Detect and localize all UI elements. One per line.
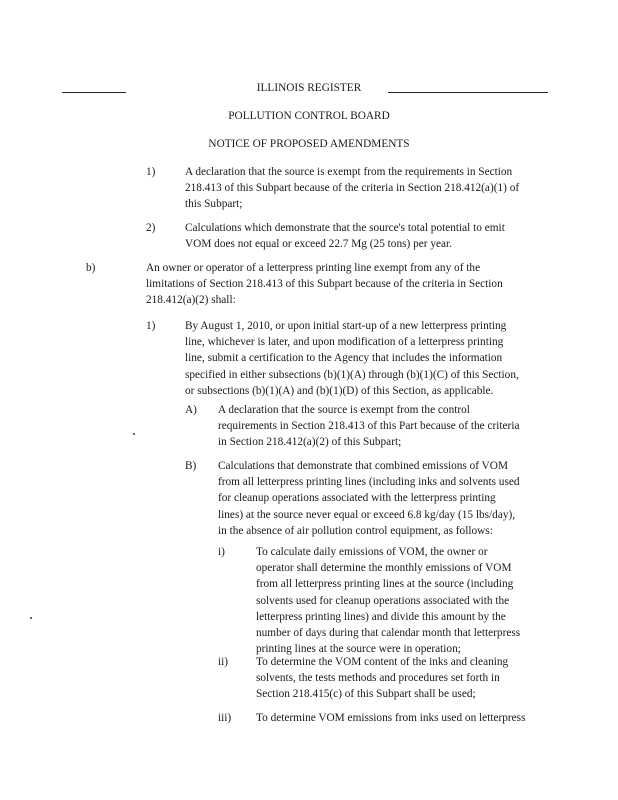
text-line: number of days during that calendar month that letterpress — [256, 627, 521, 640]
text-line: from all letterpress printing lines at the source (including — [256, 578, 514, 591]
text-line: for cleanup operations associated with the letterpress printing — [218, 492, 496, 505]
item-B-text — [218, 458, 520, 539]
item-i-label: i) — [218, 546, 225, 558]
scan-speck — [30, 617, 32, 619]
item-2-label: 2) — [146, 222, 156, 234]
item-B-label: B) — [185, 460, 197, 472]
text-line: Section 218.415(c) of this Subpart shall be used; — [256, 688, 476, 701]
text-line: in the absence of air pollution control equipment, as follows: — [218, 524, 493, 537]
text-line: VOM does not equal or exceed 22.7 Mg (25 tons) per year. — [185, 238, 452, 251]
text-line: 218.412(a)(2) shall: — [146, 294, 236, 307]
text-line: To determine VOM emissions from inks used on letterpress — [256, 712, 526, 724]
text-line: solvents used for cleanup operations associated with the — [256, 594, 510, 607]
text-line: requirements in Section 218.413 of this Part because of the criteria — [218, 420, 520, 433]
item-A-text — [218, 402, 519, 451]
text-line: line, submit a certification to the Agency that includes the information — [185, 352, 503, 365]
text-line: limitations of Section 218.413 of this Subpart because of the criteria in Section — [146, 278, 503, 291]
text-line: solvents, the tests methods and procedures set forth in — [256, 672, 500, 685]
item-iii-label: iii) — [218, 712, 232, 724]
item-ii-text — [256, 654, 508, 703]
text-line: this Subpart; — [185, 198, 243, 211]
text-line: in Section 218.412(a)(2) of this Subpart; — [218, 436, 402, 449]
text-line: line, whichever is later, and upon modification of a letterpress printing — [185, 336, 504, 349]
text-line: A declaration that the source is exempt from the requirements in Section — [185, 166, 513, 178]
text-line: By August 1, 2010, or upon initial start-up of a new letterpress printing — [185, 320, 507, 332]
item-b1-label: 1) — [146, 320, 156, 332]
item-2-text — [185, 220, 505, 252]
text-line: from all letterpress printing lines (including inks and solvents used — [218, 476, 520, 489]
text-line: lines) at the source never equal or exceed 6.8 kg/day (15 lbs/day), — [218, 508, 516, 521]
text-line: Calculations that demonstrate that combined emissions of VOM — [218, 460, 509, 472]
item-1-text — [185, 164, 519, 213]
text-line: To determine the VOM content of the inks and cleaning — [256, 656, 509, 668]
notice-title: NOTICE OF PROPOSED AMENDMENTS — [208, 138, 410, 150]
item-ii-label: ii) — [218, 656, 229, 668]
register-title: ILLINOIS REGISTER — [256, 82, 362, 94]
text-line: An owner or operator of a letterpress printing line exempt from any of the — [146, 262, 481, 274]
text-line: 218.413 of this Subpart because of the criteria in Section 218.412(a)(1) of — [185, 182, 520, 195]
text-line: To calculate daily emissions of VOM, the owner or — [256, 546, 488, 558]
item-b1-text — [185, 318, 519, 399]
item-b-text — [146, 260, 503, 309]
board-title: POLLUTION CONTROL BOARD — [228, 110, 390, 122]
item-i-text — [256, 544, 520, 657]
item-b-label: b) — [86, 262, 96, 274]
text-line: or subsections (b)(1)(A) and (b)(1)(D) of this Section, as applicable. — [185, 384, 494, 397]
text-line: letterpress printing lines) and divide this amount by the — [256, 610, 506, 623]
text-line: printing lines at the source were in operation; — [256, 643, 461, 656]
text-line: Calculations which demonstrate that the source's total potential to emit — [185, 222, 505, 234]
text-line: operator shall determine the monthly emissions of VOM — [256, 562, 512, 575]
item-A-label: A) — [185, 404, 197, 416]
scan-speck — [133, 433, 135, 435]
item-iii-text — [256, 710, 525, 726]
text-line: specified in either subsections (b)(1)(A) through (b)(1)(C) of this Section, — [185, 368, 519, 381]
text-line: A declaration that the source is exempt from the control — [218, 404, 470, 416]
item-1-label: 1) — [146, 166, 156, 178]
